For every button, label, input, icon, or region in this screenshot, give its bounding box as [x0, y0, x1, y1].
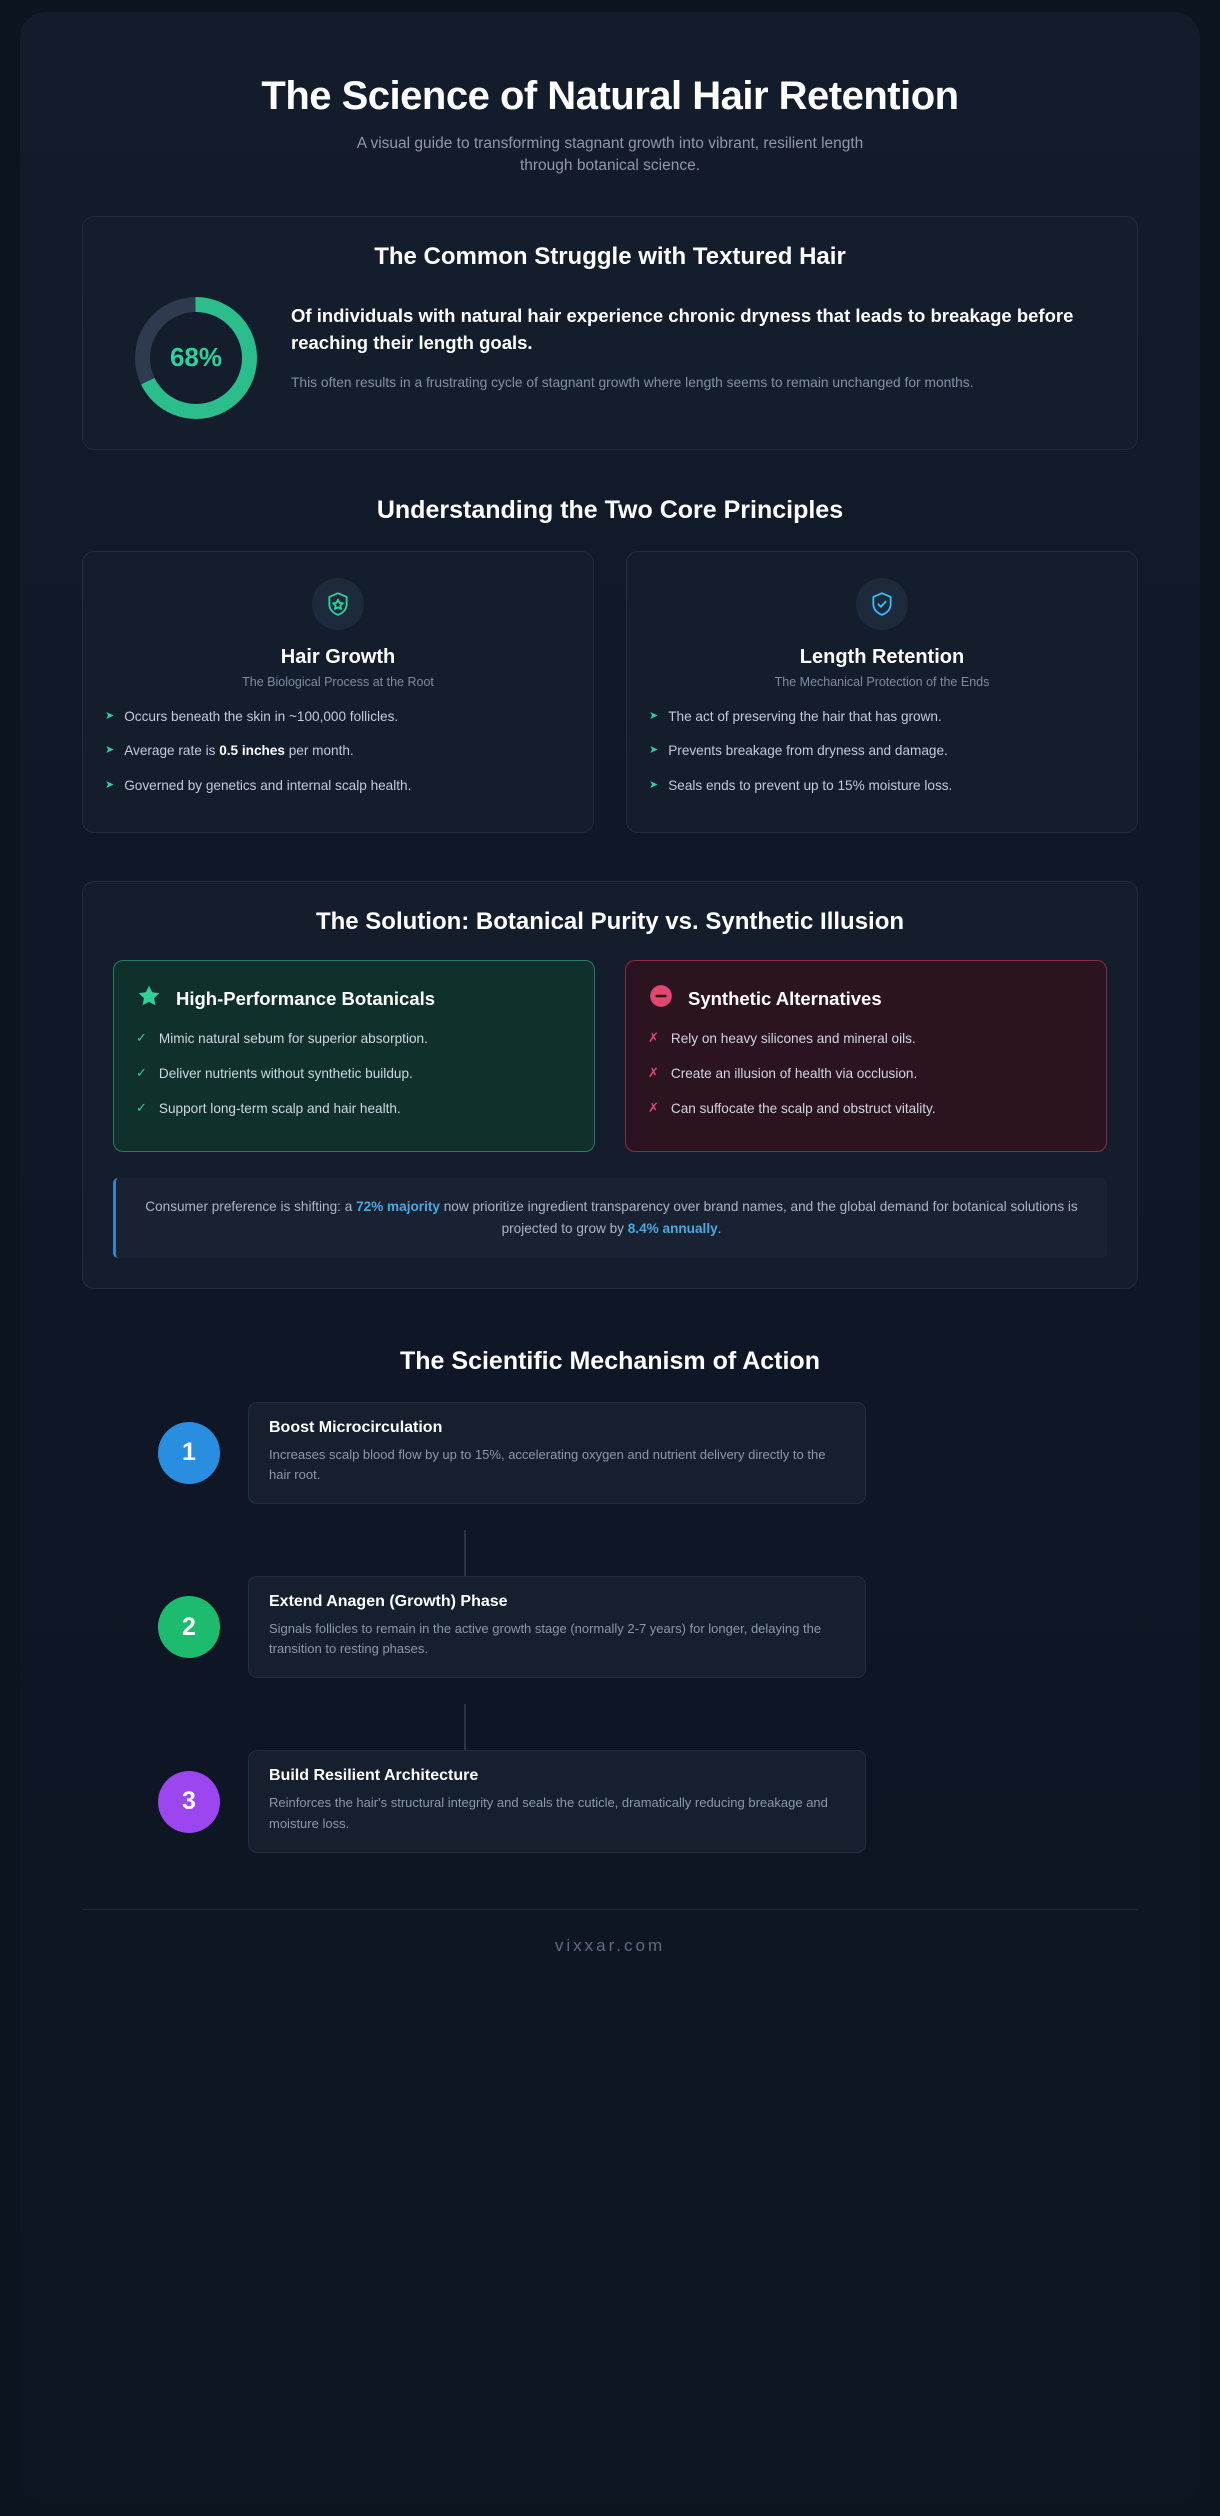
list-item: [105, 707, 571, 727]
x-icon: ✗: [648, 1100, 659, 1116]
page-subtitle: A visual guide to transforming stagnant growth into vibrant, resilient length through botanical science.: [356, 135, 864, 175]
mechanism-section-title: The Scientific Mechanism of Action: [400, 1346, 820, 1375]
struggle-title: The Common Struggle with Textured Hair: [374, 242, 846, 270]
list-item-text: Can suffocate the scalp and obstruct vitality.: [670, 1101, 936, 1117]
principles-section-title: Understanding the Two Core Principles: [376, 495, 844, 524]
list-item: [136, 1063, 572, 1084]
list-item-text: Prevents breakage from dryness and damage.: [668, 743, 948, 759]
x-icon: ✗: [648, 1030, 659, 1046]
step-2: [158, 1576, 1138, 1678]
step-number-badge: 3: [158, 1771, 220, 1833]
principle-subtitle: The Mechanical Protection of the Ends: [774, 674, 990, 689]
donut-value: 68%: [169, 342, 223, 373]
principle-points: [649, 707, 1115, 810]
note-stat-2: 8.4% annually: [627, 1221, 718, 1237]
step-content: [248, 1576, 866, 1678]
principle-card-length-retention: [626, 551, 1138, 833]
list-item-text: Governed by genetics and internal scalp health.: [124, 777, 412, 793]
x-icon: ✗: [648, 1065, 659, 1081]
step-body: Reinforces the hair's structural integrity and seals the cuticle, dramatically reducing breakage and moisture loss.: [269, 1795, 828, 1831]
step-content: [248, 1750, 866, 1852]
stat-donut-chart: [135, 297, 257, 419]
footer-site: vixxar.com: [82, 1909, 1138, 1956]
struggle-note: This often results in a frustrating cycle of stagnant growth where length seems to remain unchanged for months.: [291, 374, 974, 390]
step-connector: [464, 1704, 466, 1750]
botanicals-card: [113, 960, 595, 1152]
arrow-icon: ➤: [105, 709, 115, 722]
list-item-text: Support long-term scalp and hair health.: [158, 1101, 401, 1117]
list-item-text: Occurs beneath the skin in ~100,000 follicles.: [124, 708, 399, 724]
step-1: [158, 1402, 1138, 1504]
arrow-icon: ➤: [649, 778, 659, 791]
list-item: [136, 1028, 572, 1049]
donut-hole: [150, 312, 242, 404]
list-item: [105, 776, 571, 796]
list-item: [648, 1028, 1084, 1049]
check-icon: ✓: [136, 1065, 147, 1081]
list-item: [649, 707, 1115, 727]
principle-title: Length Retention: [799, 645, 965, 668]
struggle-headline: Of individuals with natural hair experience chronic dryness that leads to breakage before reaching their length goals.: [291, 304, 1074, 353]
principle-points: [105, 707, 571, 810]
list-item-text: Average rate is 0.5 inches per month.: [124, 743, 354, 759]
list-item-text: Rely on heavy silicones and mineral oils.: [670, 1031, 916, 1047]
principle-subtitle: The Biological Process at the Root: [242, 674, 434, 689]
botanicals-title: High-Performance Botanicals: [176, 988, 436, 1010]
list-item: [136, 1098, 572, 1119]
list-item-text: Seals ends to prevent up to 15% moisture loss.: [668, 777, 953, 793]
list-item: [648, 1063, 1084, 1084]
step-connector: [464, 1530, 466, 1576]
step-body: Signals follicles to remain in the active growth stage (normally 2-7 years) for longer, delaying the transition to resting phases.: [269, 1621, 822, 1657]
list-item-text: Create an illusion of health via occlusion.: [670, 1066, 918, 1082]
list-item: [648, 1098, 1084, 1119]
infographic-page: [20, 12, 1200, 2504]
synthetic-card: [625, 960, 1107, 1152]
note-middle: now prioritize ingredient transparency over brand names, and the global demand for botanical solutions is projected to grow by: [439, 1199, 1078, 1237]
synthetic-title: Synthetic Alternatives: [688, 988, 882, 1010]
step-heading: Build Resilient Architecture: [269, 1767, 479, 1785]
botanicals-list: [136, 1028, 572, 1119]
step-number-badge: 1: [158, 1422, 220, 1484]
arrow-icon: ➤: [105, 744, 115, 757]
arrow-icon: ➤: [649, 744, 659, 757]
principle-card-hair-growth: [82, 551, 594, 833]
mechanism-steps: [82, 1402, 1138, 1853]
list-item-text: Deliver nutrients without synthetic buildup.: [158, 1066, 413, 1082]
list-item: [105, 741, 571, 761]
list-item: [649, 741, 1115, 761]
list-item-text: Mimic natural sebum for superior absorption.: [158, 1031, 428, 1047]
step-heading: Boost Microcirculation: [269, 1418, 443, 1436]
principle-title: Hair Growth: [280, 645, 396, 668]
step-number-badge: 2: [158, 1596, 220, 1658]
page-title: The Science of Natural Hair Retention: [261, 74, 959, 118]
synthetic-list: [648, 1028, 1084, 1119]
check-icon: ✓: [136, 1030, 147, 1046]
list-item-emphasis: 0.5 inches: [219, 743, 285, 759]
list-item: [649, 776, 1115, 796]
step-content: [248, 1402, 866, 1504]
note-stat-1: 72% majority: [356, 1199, 440, 1215]
list-item-text: The act of preserving the hair that has grown.: [668, 708, 942, 724]
note-prefix: Consumer preference is shifting: a: [145, 1199, 357, 1215]
step-heading: Extend Anagen (Growth) Phase: [269, 1593, 508, 1611]
check-shield-icon: [856, 578, 908, 630]
star-icon: [136, 983, 162, 1014]
note-suffix: .: [717, 1221, 722, 1237]
check-icon: ✓: [136, 1100, 147, 1116]
minus-circle-icon: [648, 983, 674, 1014]
arrow-icon: ➤: [105, 778, 115, 791]
arrow-icon: ➤: [649, 709, 659, 722]
struggle-panel: [82, 216, 1138, 450]
step-body: Increases scalp blood flow by up to 15%, accelerating oxygen and nutrient delivery directly to the hair root.: [269, 1446, 826, 1482]
principles-row: [82, 551, 1138, 833]
step-3: [158, 1750, 1138, 1852]
star-shield-icon: [312, 578, 364, 630]
solution-panel: [82, 881, 1138, 1289]
solution-title: The Solution: Botanical Purity vs. Synthetic Illusion: [315, 908, 905, 936]
consumer-preference-note: [113, 1178, 1107, 1258]
